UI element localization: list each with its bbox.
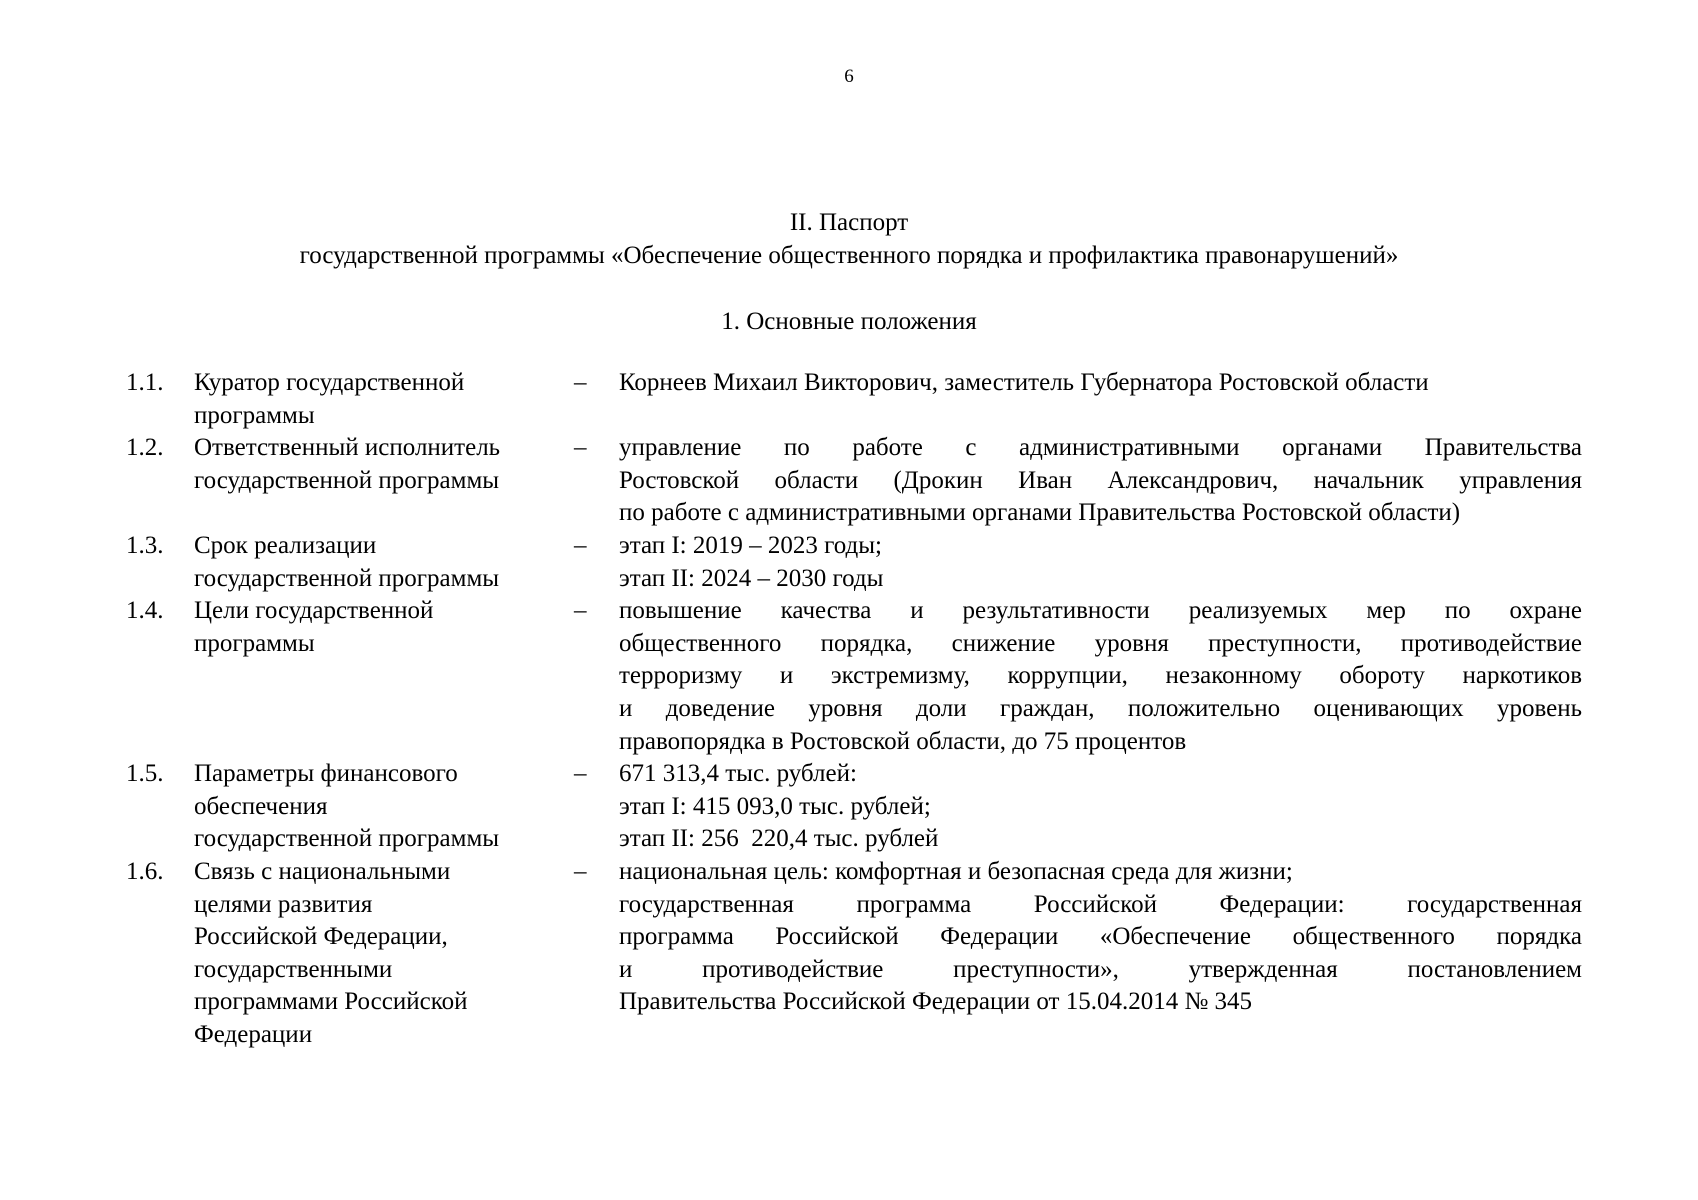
passport-row: [126, 367, 1582, 432]
row-number: 1.1.: [126, 369, 164, 396]
row-value-line: управление по работе с административными органами Правительства: [619, 434, 1582, 462]
row-dash: –: [574, 857, 587, 885]
row-value-line: и доведение уровня доли граждан, положительно оценивающих уровень: [619, 694, 1582, 722]
page-number: 6: [844, 66, 854, 87]
row-dash: –: [574, 760, 587, 788]
row-label: Цели государственной программы: [194, 597, 434, 657]
row-label: Ответственный исполнитель государственной программы: [194, 434, 501, 494]
section-title: 1. Основные положения: [721, 308, 977, 335]
passport-row: [126, 758, 1582, 856]
row-dash: –: [574, 434, 587, 462]
row-value: [619, 367, 1582, 432]
row-value-line: по работе с административными органами Правительства Ростовской области): [619, 499, 1461, 527]
row-value-line: терроризму и экстремизму, коррупции, незаконному обороту наркотиков: [619, 662, 1582, 690]
row-dash: –: [574, 531, 587, 559]
row-value-line: этап I: 415 093,0 тыс. рублей;: [619, 792, 931, 820]
row-number: 1.4.: [126, 597, 164, 625]
row-value-line: правопорядка в Ростовской области, до 75 процентов: [619, 727, 1187, 755]
row-label: Куратор государственной программы: [194, 369, 465, 429]
row-value: [619, 595, 1582, 758]
row-value-line: программа Российской Федерации «Обеспечение общественного порядка: [619, 923, 1582, 951]
row-value-line: общественного порядка, снижение уровня преступности, противодействие: [619, 629, 1582, 657]
passport-row: [126, 530, 1582, 595]
row-value-line: Правительства Российской Федерации от 15.04.2014 № 345: [619, 988, 1253, 1016]
row-value-line: Корнеев Михаил Викторович, заместитель Губернатора Ростовской области: [619, 369, 1429, 396]
row-number: 1.3.: [126, 531, 164, 559]
document-heading-subtitle: государственной программы «Обеспечение общественного порядка и профилактика правонарушений»: [299, 242, 1399, 269]
row-value-line: и противодействие преступности», утвержденная постановлением: [619, 955, 1582, 983]
row-value-line: национальная цель: комфортная и безопасная среда для жизни;: [619, 857, 1293, 885]
row-value: [619, 530, 1582, 595]
row-label: Срок реализации государственной программы: [194, 531, 500, 592]
row-number: 1.2.: [126, 434, 164, 462]
row-dash: –: [574, 369, 587, 396]
row-value-line: 671 313,4 тыс. рублей:: [619, 760, 857, 788]
row-value-line: Ростовской области (Дрокин Иван Александрович, начальник управления: [619, 466, 1582, 494]
row-value-line: этап II: 2024 – 2030 годы: [619, 564, 884, 592]
row-value-line: государственная программа Российской Федерации: государственная: [619, 890, 1582, 918]
row-dash: –: [574, 597, 587, 625]
passport-table: [126, 367, 1582, 1051]
passport-row: [126, 595, 1582, 758]
passport-row: [126, 856, 1582, 1052]
row-value-line: повышение качества и результативности реализуемых мер по охране: [619, 597, 1582, 625]
row-value-line: этап II: 256 220,4 тыс. рублей: [619, 825, 939, 853]
row-value: [619, 758, 1582, 856]
row-number: 1.5.: [126, 760, 164, 788]
passport-row: [126, 432, 1582, 530]
document-heading-title: II. Паспорт: [789, 209, 909, 236]
row-value: [619, 432, 1582, 530]
row-label: Параметры финансового обеспечения государственной программы: [194, 760, 500, 853]
row-label: Связь с национальными целями развития Российской Федерации, государственными программами Российской Федерации: [194, 857, 468, 1048]
row-number: 1.6.: [126, 857, 164, 885]
row-value: [619, 856, 1582, 1052]
row-value-line: этап I: 2019 – 2023 годы;: [619, 531, 883, 559]
